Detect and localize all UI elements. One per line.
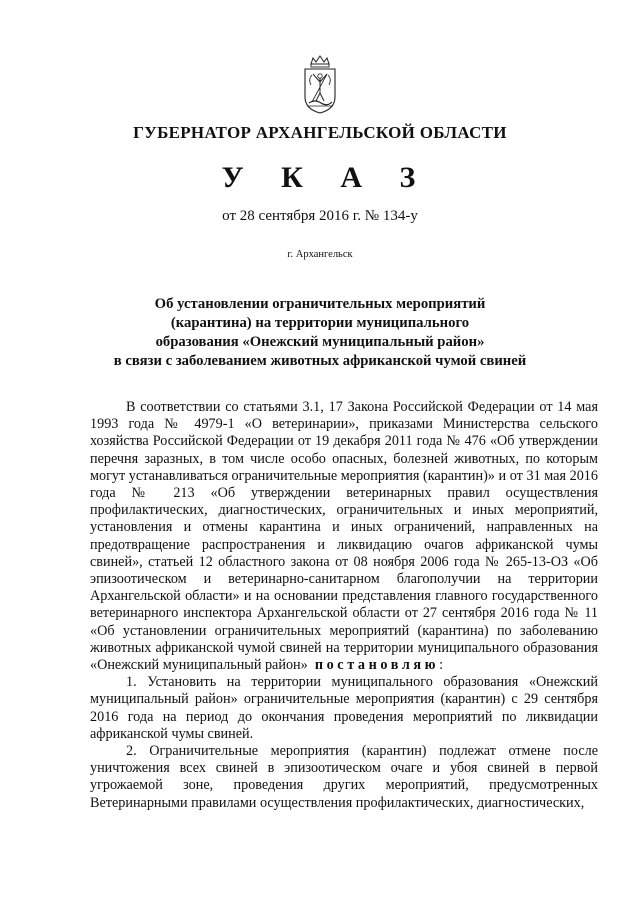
issuing-authority: ГУБЕРНАТОР АРХАНГЕЛЬСКОЙ ОБЛАСТИ bbox=[133, 123, 507, 142]
coat-of-arms-icon bbox=[303, 55, 337, 115]
title-line: образования «Онежский муниципальный район» bbox=[155, 334, 485, 350]
title-line: (карантина) на территории муниципального bbox=[170, 315, 470, 331]
preamble-text: В соответствии со статьями 3.1, 17 Закона Российской Федерации от 14 мая 1993 года № 4979-1 «О ветеринарии», приказами Министерства сельского хозяйства Российской Федерации от 19 декабря 2011 года № 476 «Об утверждении перечня заразных, в том числе особо опасных, болезней животных, по которым могут устанавливаться ограничительные мероприятия (карантин)» и от 31 мая 2016 года № 213 «Об утверждении ветеринарных правил осуществления профилактических, диагностических, ограничительных и иных мероприятий, установления и отмены карантина и иных ограничений, направленных на предотвращение распространения и ликвидацию очагов африканской чумы свиней», статьей 12 областного закона от 08 ноября 2006 года № 265-13-ОЗ «Об эпизоотическом и ветеринарно-санитарном благополучии на территории Архангельской области» и на основании представления главного государственного ветеринарного инспектора Архангельской области от 27 сентября 2016 года № 11 «Об установлении ограничительных мероприятий (карантина) по заболеванию животных африканской чумой свиней на территории муниципального образования «Онежский муниципальный район» bbox=[90, 399, 598, 674]
document-body bbox=[90, 399, 598, 812]
item-2-paragraph: 2. Ограничительные мероприятия (карантин) подлежат отмене после уничтожения всех свиней в эпизоотическом очаге и убоя свиней в первой угрожаемой зоне, проведения других мероприятий, предусмотренных Ветеринарными правилами осуществления профилактических, диагностических, bbox=[90, 743, 598, 811]
document-city: г. Архангельск bbox=[287, 249, 353, 260]
document-type: У К А З bbox=[221, 161, 431, 194]
item-1-paragraph: 1. Установить на территории муниципального образования «Онежский муниципальный район» ограничительные мероприятия (карантин) с 29 сентября 2016 года на период до окончания проведения мероприятий по ликвидации африканской чумы свиней. bbox=[90, 674, 598, 742]
document-date-number: от 28 сентября 2016 г. № 134-у bbox=[222, 208, 418, 224]
decree-word: постановляю bbox=[314, 657, 440, 674]
decree-colon: : bbox=[439, 657, 444, 674]
title-line: в связи с заболеванием животных африканской чумой свиней bbox=[113, 353, 527, 369]
document-title bbox=[80, 295, 560, 371]
preamble-paragraph bbox=[90, 399, 598, 674]
title-line: Об установлении ограничительных мероприятий bbox=[154, 296, 486, 312]
